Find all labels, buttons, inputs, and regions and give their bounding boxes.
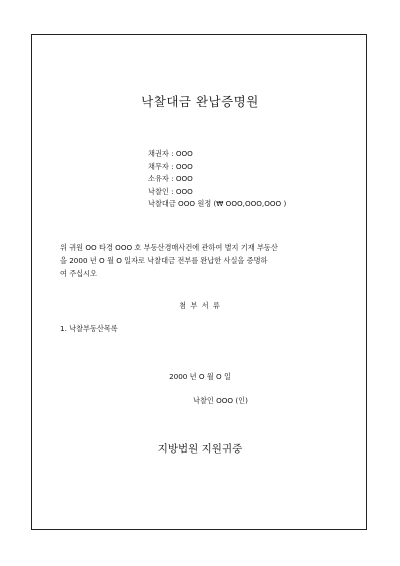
party-bid-amount: 낙찰대금 OOO 원정 (₩ OOO,OOO,OOO ) (148, 199, 287, 208)
request-line: 위 귀원 OO 타경 OOO 호 부동산경매사건에 관하여 별지 기재 부동산 (60, 243, 278, 252)
party-creditor: 채권자 : OOO (148, 149, 193, 158)
request-line: 을 2000 년 O 월 O 일자로 낙찰대금 전부를 완납한 사실을 증명하 (60, 256, 268, 265)
party-debtor: 채무자 : OOO (148, 161, 193, 171)
document-date: 2000 년 O 월 O 일 (169, 372, 231, 381)
attachments-heading: 첨 부 서 류 (179, 301, 221, 310)
document-title: 낙찰대금 완납증명원 (141, 94, 259, 109)
party-owner: 소유자 : OOO (148, 174, 193, 183)
court-addressee: 지방법원 지원귀중 (157, 443, 243, 455)
signer-line: 낙찰인 OOO (인) (193, 396, 248, 405)
request-line: 여 주십시오 (60, 269, 98, 278)
party-list (148, 148, 286, 211)
attachment-item: 1. 낙찰부동산목록 (60, 324, 118, 333)
party-successful-bidder: 낙찰인 : OOO (148, 186, 193, 196)
request-paragraph (60, 241, 350, 280)
